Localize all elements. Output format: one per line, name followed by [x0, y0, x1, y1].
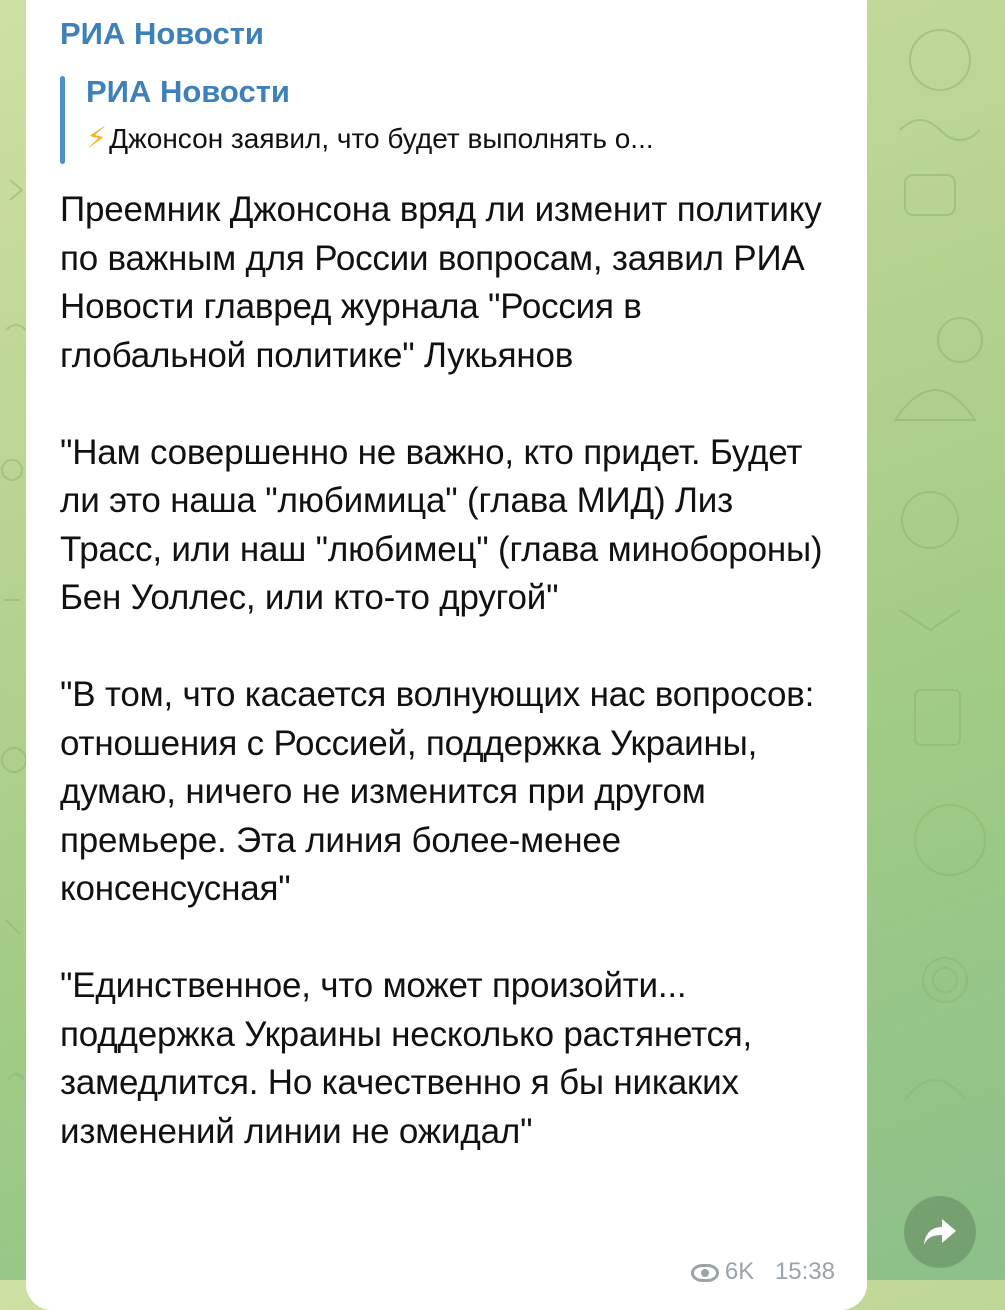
message-time: 15:38 — [774, 1258, 835, 1285]
reply-preview[interactable] — [60, 72, 837, 168]
message-text — [60, 186, 837, 1156]
message-paragraph: Преемник Джонсона вряд ли изменит политику по важным для России вопросам, заявил РИА Новости главред журнала "Россия в глобальной политике" Лукьянов — [60, 190, 822, 375]
reply-snippet-text: Джонсон заявил, что будет выполнять о... — [109, 123, 654, 154]
share-arrow-icon — [922, 1217, 958, 1247]
reply-accent-bar — [60, 76, 65, 164]
message-paragraph: "Нам совершенно не важно, кто придет. Будет ли это наша "любимица" (глава МИД) Лиз Трасс, или наш "любимец" (глава минобороны) Бен Уоллес, или кто-то другой" — [60, 432, 823, 617]
reply-snippet — [86, 120, 837, 158]
message-paragraph: "В том, что касается волнующих нас вопросов: отношения с Россией, поддержка Украины, думаю, ничего не изменится при другом премьере. Эта линия более-менее консенсусная" — [60, 675, 815, 908]
lightning-icon: ⚡ — [86, 122, 108, 155]
message-meta — [691, 1258, 835, 1286]
message-bubble[interactable] — [26, 0, 867, 1310]
reply-source-name: РИА Новости — [86, 74, 290, 109]
eye-icon — [691, 1264, 719, 1282]
view-count: 6K — [724, 1258, 755, 1285]
share-button[interactable] — [904, 1196, 976, 1268]
sender-name[interactable]: РИА Новости — [60, 16, 264, 51]
message-paragraph: "Единственное, что может произойти... поддержка Украины несколько растянется, замедлится. Но качественно я бы никаких изменений линии не ожидал" — [60, 966, 753, 1151]
